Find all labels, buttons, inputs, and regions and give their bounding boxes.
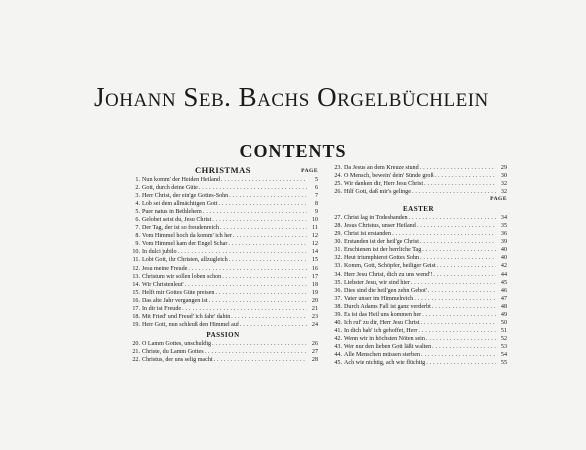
entry-number: 39. xyxy=(334,311,342,318)
entry-number: 31. xyxy=(334,247,342,254)
right-column xyxy=(330,164,507,367)
contents-entry xyxy=(128,192,318,200)
dot-leader xyxy=(220,224,307,232)
contents-entry xyxy=(128,184,318,192)
entry-number: 23. xyxy=(334,165,342,171)
entry-number: 37. xyxy=(334,295,342,302)
section-header-passion xyxy=(128,331,318,340)
dot-leader xyxy=(229,256,307,264)
section-heading: CHRISTMAS xyxy=(195,165,251,175)
entry-title: Christ lag in Todesbanden xyxy=(344,215,408,222)
dot-leader xyxy=(433,271,496,279)
entry-page: 7 xyxy=(314,193,318,200)
entry-page: 26 xyxy=(311,340,318,347)
easter-list xyxy=(330,214,507,367)
dot-leader xyxy=(188,265,307,273)
contents-entry xyxy=(330,262,507,270)
entry-title: Dies sind die heil'gen zehn Gebot' xyxy=(344,287,427,294)
entry-number: 19. xyxy=(132,321,140,328)
dot-leader xyxy=(222,273,307,281)
contents-heading: CONTENTS xyxy=(239,141,347,161)
contents-entry xyxy=(330,287,507,295)
entry-title: Heut triumphieret Gottes Sohn xyxy=(344,255,419,262)
contents-entry xyxy=(128,248,318,256)
entry-page: 44 xyxy=(500,271,507,278)
dot-leader xyxy=(199,184,307,192)
left-column xyxy=(128,165,318,364)
page-column-label: PAGE xyxy=(301,168,318,174)
entry-number: 20. xyxy=(132,340,140,347)
entry-title: Hilf Gott, daß mir's gelinge xyxy=(344,189,411,196)
dot-leader xyxy=(424,180,496,188)
entry-page: 29 xyxy=(500,165,507,171)
entry-page: 52 xyxy=(500,335,507,342)
entry-page: 35 xyxy=(500,223,507,230)
entry-title: Herr Christ, der ein'ge Gottes-Sohn xyxy=(142,193,229,200)
entry-title: Es ist das Heil uns kommen her xyxy=(344,311,422,318)
dot-leader xyxy=(229,192,307,200)
entry-number: 21. xyxy=(132,348,140,355)
entry-number: 32. xyxy=(334,255,342,262)
entry-title: Lobt Gott, ihr Christen, allzugleich xyxy=(142,257,228,264)
entry-number: 24. xyxy=(334,173,342,180)
page-column-header xyxy=(330,196,507,205)
entry-title: Erstanden ist der heil'ge Christ xyxy=(344,239,419,246)
dot-leader xyxy=(215,289,307,297)
entry-title: Puer natus in Bethlehem xyxy=(142,209,202,216)
contents-entry xyxy=(128,224,318,232)
contents-entry xyxy=(330,271,507,279)
dot-leader xyxy=(203,208,307,216)
entry-page: 23 xyxy=(311,313,318,320)
dot-leader xyxy=(185,281,307,289)
dot-leader xyxy=(435,172,496,180)
entry-title: Helft mir Gottes Güte preisen xyxy=(142,289,215,296)
entry-page: 9 xyxy=(314,209,318,216)
entry-title: Das alte Jahr vergangen ist xyxy=(142,297,208,304)
entry-title: Gelobet seist du, Jesu Christ xyxy=(142,217,212,224)
contents-entry xyxy=(330,214,507,222)
entry-title: Da Jesus an dem Kreuze stund xyxy=(344,165,419,171)
entry-page: 40 xyxy=(500,255,507,262)
contents-entry xyxy=(128,240,318,248)
entry-number: 41. xyxy=(334,327,342,334)
contents-entry xyxy=(330,172,507,180)
dot-leader xyxy=(228,240,307,248)
entry-title: O Lamm Gottes, unschuldig xyxy=(142,340,212,347)
entry-page: 12 xyxy=(311,233,318,240)
contents-entry xyxy=(128,216,318,224)
contents-entry xyxy=(128,321,318,329)
entry-number: 43. xyxy=(334,343,342,350)
contents-entry xyxy=(128,200,318,208)
section-heading: EASTER xyxy=(402,205,434,214)
entry-page: 15 xyxy=(311,257,318,264)
contents-entry xyxy=(330,327,507,335)
entry-number: 27. xyxy=(334,215,342,222)
entry-title: Durch Adams Fall ist ganz verderbt xyxy=(344,303,431,310)
entry-number: 5. xyxy=(135,209,140,216)
contents-entry xyxy=(330,295,507,303)
entry-page: 49 xyxy=(500,311,507,318)
entry-page: 6 xyxy=(314,185,318,192)
entry-page: 32 xyxy=(500,181,507,188)
entry-number: 30. xyxy=(334,239,342,246)
entry-title: O Mensch, bewein' dein' Sünde groß xyxy=(344,173,434,180)
passion-continued-list xyxy=(330,164,507,196)
contents-entry xyxy=(128,340,318,348)
dot-leader xyxy=(418,327,496,335)
dot-leader xyxy=(411,279,496,287)
entry-title: Lob sei dem allmächtigen Gott xyxy=(142,201,218,208)
entry-page: 53 xyxy=(500,343,507,350)
entry-title: Vater unser im Himmelreich xyxy=(344,295,414,302)
entry-page: 32 xyxy=(500,189,507,196)
dot-leader xyxy=(221,176,307,184)
dot-leader xyxy=(178,248,307,256)
entry-number: 7. xyxy=(135,225,140,232)
entry-title: Wer nur den lieben Gott läßt walten xyxy=(344,343,432,350)
dot-leader xyxy=(392,230,496,238)
page-column-label: PAGE xyxy=(490,196,507,203)
entry-title: Christus, der uns selig macht xyxy=(142,356,213,363)
dot-leader xyxy=(182,305,307,313)
entry-title: Herr Jesu Christ, dich zu uns wend'! xyxy=(344,271,433,278)
entry-title: Vom Himmel kam der Engel Schar xyxy=(142,241,228,248)
entry-title: Wenn wir in höchsten Nöten sein xyxy=(344,335,425,342)
entry-page: 11 xyxy=(312,225,318,232)
entry-page: 46 xyxy=(500,287,507,294)
contents-entry xyxy=(330,311,507,319)
entry-page: 19 xyxy=(311,289,318,296)
contents-entry xyxy=(128,265,318,273)
entry-page: 34 xyxy=(500,215,507,222)
entry-page: 27 xyxy=(311,348,318,355)
entry-number: 25. xyxy=(334,181,342,188)
entry-page: 16 xyxy=(311,265,318,272)
entry-page: 30 xyxy=(500,173,507,180)
dot-leader xyxy=(214,356,307,364)
dot-leader xyxy=(212,216,307,224)
entry-page: 45 xyxy=(500,279,507,286)
entry-number: 38. xyxy=(334,303,342,310)
dot-leader xyxy=(420,238,496,246)
dot-leader xyxy=(417,222,496,230)
entry-title: Jesus Christus, unser Heiland xyxy=(344,223,416,230)
entry-number: 26. xyxy=(334,189,342,196)
contents-entry xyxy=(330,222,507,230)
entry-title: Christ ist erstanden xyxy=(344,231,392,238)
contents-entry xyxy=(330,254,507,262)
contents-entry xyxy=(128,297,318,305)
contents-entry xyxy=(330,303,507,311)
entry-title: In dir ist Freude xyxy=(142,305,182,312)
entry-title: Jesu meine Freude xyxy=(142,265,188,272)
entry-title: Gott, durch deine Güte xyxy=(142,185,198,192)
contents-entry xyxy=(330,343,507,351)
entry-number: 28. xyxy=(334,223,342,230)
dot-leader xyxy=(422,311,496,319)
entry-page: 18 xyxy=(311,281,318,288)
entry-number: 33. xyxy=(334,263,342,270)
entry-number: 44. xyxy=(334,351,342,358)
contents-entry xyxy=(330,180,507,188)
entry-title: Christum wir sollen loben schon xyxy=(142,273,222,280)
entry-page: 54 xyxy=(500,351,507,358)
entry-title: Alle Menschen müssen sterben xyxy=(344,351,420,358)
dot-leader xyxy=(420,164,496,172)
contents-entry xyxy=(128,356,318,364)
contents-entry xyxy=(128,289,318,297)
entry-title: Nun komm' der Heiden Heiland xyxy=(142,177,220,183)
entry-number: 14. xyxy=(132,281,140,288)
dot-leader xyxy=(437,262,496,270)
dot-leader xyxy=(412,188,496,196)
entry-number: 18. xyxy=(132,313,140,320)
entry-page: 14 xyxy=(311,249,318,256)
entry-number: 1. xyxy=(135,177,140,183)
entry-title: Vom Himmel hoch da komm' ich her xyxy=(142,233,233,240)
contents-entry xyxy=(330,279,507,287)
entry-page: 20 xyxy=(311,297,318,304)
contents-entry xyxy=(128,305,318,313)
dot-leader xyxy=(422,246,496,254)
entry-title: Ich ruf' zu dir, Herr Jesu Christ xyxy=(344,319,420,326)
entry-page: 40 xyxy=(500,247,507,254)
entry-page: 42 xyxy=(500,263,507,270)
section-heading: PASSION xyxy=(206,330,240,339)
contents-entry xyxy=(128,232,318,240)
entry-number: 35. xyxy=(334,279,342,286)
entry-title: Komm, Gott, Schöpfer, heiliger Geist xyxy=(344,263,436,270)
entry-number: 34. xyxy=(334,271,342,278)
entry-number: 9. xyxy=(135,241,140,248)
entry-page: 24 xyxy=(311,321,318,328)
dot-leader xyxy=(421,351,496,359)
entry-page: 50 xyxy=(500,319,507,326)
entry-title: Der Tag, der ist so freudenreich xyxy=(142,225,219,232)
entry-page: 36 xyxy=(500,231,507,238)
entry-title: In dulci jubilo xyxy=(142,249,177,256)
dot-leader xyxy=(428,287,496,295)
entry-page: 12 xyxy=(311,241,318,248)
dot-leader xyxy=(205,348,307,356)
contents-entry xyxy=(330,164,507,172)
dot-leader xyxy=(409,214,496,222)
entry-page: 21 xyxy=(311,305,318,312)
entry-number: 10. xyxy=(132,249,140,256)
entry-number: 42. xyxy=(334,335,342,342)
entry-page: 51 xyxy=(500,327,507,334)
entry-number: 13. xyxy=(132,273,140,280)
entry-page: 28 xyxy=(311,356,318,363)
entry-number: 15. xyxy=(132,289,140,296)
entry-page: 48 xyxy=(500,303,507,310)
contents-entry xyxy=(330,335,507,343)
entry-number: 29. xyxy=(334,231,342,238)
dot-leader xyxy=(414,295,496,303)
contents-entry xyxy=(128,208,318,216)
dot-leader xyxy=(426,335,496,343)
entry-number: 8. xyxy=(135,233,140,240)
entry-page: 8 xyxy=(314,201,318,208)
dot-leader xyxy=(218,200,307,208)
contents-entry xyxy=(128,313,318,321)
contents-entry xyxy=(128,256,318,264)
christmas-list xyxy=(128,176,318,329)
entry-title: Ach wie nichtig, ach wie flüchtig xyxy=(344,360,426,367)
entry-title: Erschienen ist der herrliche Tag xyxy=(344,247,422,254)
entry-title: Herr Gott, nun schleuß den Himmel auf xyxy=(142,321,239,328)
contents-entry xyxy=(330,351,507,359)
entry-number: 4. xyxy=(135,201,140,208)
passion-list xyxy=(128,340,318,364)
entry-number: 17. xyxy=(132,305,140,312)
entry-number: 12. xyxy=(132,265,140,272)
entry-number: 6. xyxy=(135,217,140,224)
contents-entry xyxy=(330,319,507,327)
contents-entry xyxy=(330,359,507,367)
contents-entry xyxy=(330,230,507,238)
entry-title: Christe, du Lamm Gottes xyxy=(142,348,204,355)
entry-number: 2. xyxy=(135,185,140,192)
contents-entry xyxy=(128,348,318,356)
dot-leader xyxy=(432,303,496,311)
entry-page: 39 xyxy=(500,239,507,246)
dot-leader xyxy=(233,232,307,240)
entry-title: Liebster Jesu, wir sind hier xyxy=(344,279,410,286)
section-header-easter xyxy=(330,205,507,214)
entry-number: 11. xyxy=(132,257,140,264)
contents-entry xyxy=(330,188,507,196)
entry-title: In dich hab' ich gehoffet, Herr xyxy=(344,327,418,334)
contents-entry xyxy=(128,176,318,184)
section-header-christmas xyxy=(128,165,318,176)
dot-leader xyxy=(426,359,496,367)
entry-number: 36. xyxy=(334,287,342,294)
dot-leader xyxy=(420,319,496,327)
dot-leader xyxy=(212,340,307,348)
entry-title: Wir Christenleut' xyxy=(142,281,184,288)
entry-page: 55 xyxy=(500,360,507,367)
entry-number: 45. xyxy=(334,360,342,367)
entry-page: 10 xyxy=(311,217,318,224)
contents-entry xyxy=(128,281,318,289)
entry-page: 47 xyxy=(500,295,507,302)
entry-page: 5 xyxy=(314,177,318,183)
entry-number: 16. xyxy=(132,297,140,304)
entry-page: 17 xyxy=(311,273,318,280)
entry-title: Mit Fried' und Freud' ich fahr' dahin xyxy=(142,313,231,320)
contents-entry xyxy=(128,273,318,281)
entry-title: Wir danken dir, Herr Jesu Christ xyxy=(344,181,424,188)
entry-number: 22. xyxy=(132,356,140,363)
entry-number: 40. xyxy=(334,319,342,326)
contents-entry xyxy=(330,238,507,246)
dot-leader xyxy=(231,313,307,321)
contents-entry xyxy=(330,246,507,254)
dot-leader xyxy=(240,321,307,329)
page-title: Johann Seb. Bachs Orgelbüchlein xyxy=(94,82,489,112)
entry-number: 3. xyxy=(135,193,140,200)
dot-leader xyxy=(209,297,307,305)
dot-leader xyxy=(432,343,496,351)
dot-leader xyxy=(420,254,496,262)
